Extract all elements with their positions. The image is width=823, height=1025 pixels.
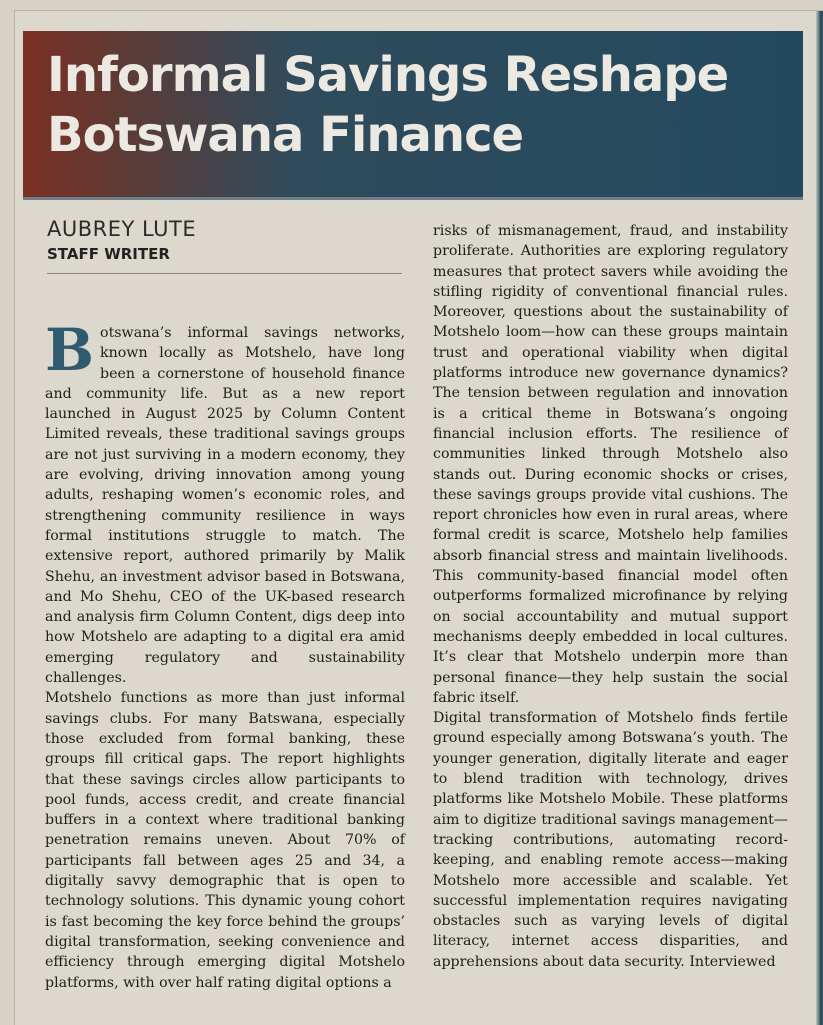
paragraph: Digital transformation of Motshelo finds fertile ground especially among Botswana’s youth. The younger generation, digitally literate and eager to blend tradition with technology, drives platforms like Motshelo Mobile. These platforms aim to digitize traditional savings management—tracking contributions, automating record-keeping, and enabling remote access—making Motshelo more accessible and scalable. Yet successful implementation requires navigating obstacles such as varying levels of digital literacy, internet access disparities, and apprehensions about data security. Interviewed	[433, 710, 788, 970]
article-column-left	[45, 316, 405, 993]
headline-banner	[23, 31, 803, 200]
newspaper-page	[14, 10, 823, 1025]
paragraph	[45, 316, 405, 688]
drop-cap: B	[45, 316, 95, 384]
page-edge-decoration	[816, 11, 823, 1025]
byline-divider	[47, 273, 402, 274]
author-role: STAFF WRITER	[47, 245, 170, 263]
byline	[47, 217, 402, 265]
headline: Informal Savings Reshape Botswana Finance	[47, 47, 729, 163]
paragraph-text: otswana’s informal savings networks, known locally as Motshelo, have long been a cornerstone of household finance and community life. But as a new report launched in August 2025 by Column Content Limited reveals, these traditional savings groups are not just surviving in a modern economy, they are evolving, driving innovation among young adults, reshaping women’s economic roles, and strengthening community resilience in ways formal institutions struggle to match. The extensive report, authored primarily by Malik Shehu, an investment advisor based in Botswana, and Mo Shehu, CEO of the UK-based research and analysis firm Column Content, digs deep into how Motshelo are adapting to a digital era amid emerging regulatory and sustainability challenges.	[45, 325, 405, 687]
paragraph: risks of mismanagement, fraud, and instability proliferate. Authorities are exploring regulatory measures that protect savers while avoiding the stifling rigidity of conventional financial rules. Moreover, questions about the sustainability of Motshelo loom—how can these groups maintain trust and operational viability when digital platforms introduce new governance dynamics? The tension between regulation and innovation is a critical theme in Botswana’s ongoing financial inclusion efforts. The resilience of communities linked through Motshelo also stands out. During economic shocks or crises, these savings groups provide vital cushions. The report chronicles how even in rural areas, where formal credit is scarce, Motshelo help families absorb financial stress and maintain livelihoods. This community-based financial model often outperforms formalized microfinance by relying on social accountability and mutual support mechanisms deeply embedded in local cultures. It’s clear that Motshelo underpin more than personal finance—they help sustain the social fabric itself.	[433, 223, 788, 706]
article-column-right	[433, 221, 788, 972]
author-name: AUBREY LUTE	[47, 217, 197, 241]
paragraph: Motshelo functions as more than just informal savings clubs. For many Batswana, especially those excluded from formal banking, these groups fill critical gaps. The report highlights that these savings circles allow participants to pool funds, access credit, and create financial buffers in a context where traditional banking penetration remains uneven. About 70% of participants fall between ages 25 and 34, a digitally savvy demographic that is open to technology solutions. This dynamic young cohort is fast becoming the key force behind the groups’ digital transformation, seeking convenience and efficiency through emerging digital Motshelo platforms, with over half rating digital options a	[45, 690, 405, 991]
